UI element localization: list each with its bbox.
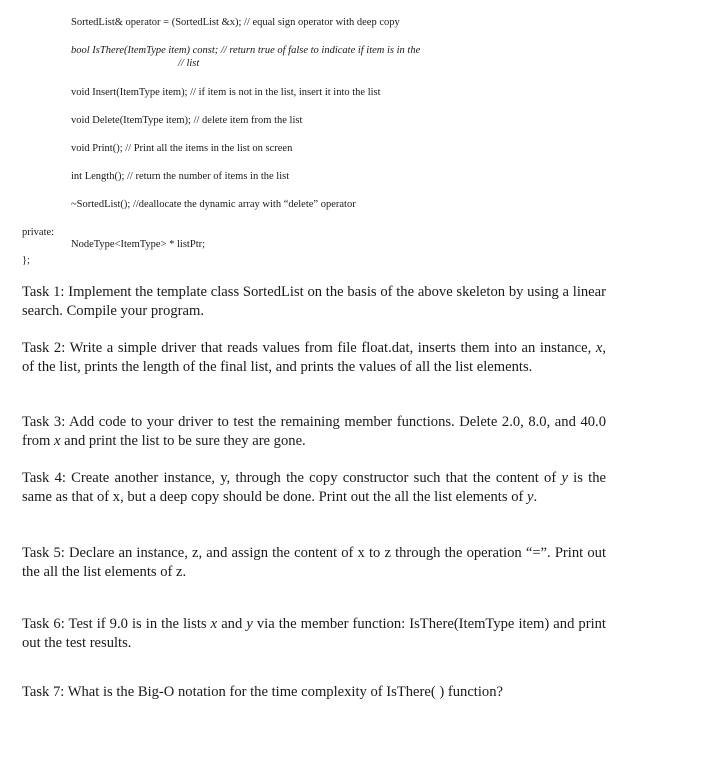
task-7-text: Task 7: What is the Big-O notation for the time complexity of IsThere( ) function? <box>22 684 503 700</box>
code-destructor: ~SortedList(); //deallocate the dynamic array with “delete” operator <box>71 199 356 210</box>
code-delete: void Delete(ItemType item); // delete item from the list <box>71 115 303 126</box>
code-private-label: private: <box>22 227 55 238</box>
task-2-text-a: Task 2: Write a simple driver that reads values from file float.dat, inserts them into an instance, <box>22 340 596 356</box>
task-7 <box>22 683 606 702</box>
task-5-text: Task 5: Declare an instance, z, and assign the content of x to z through the operation “=”. Print out the all the list elements of z. <box>22 545 606 580</box>
code-print: void Print(); // Print all the items in the list on screen <box>71 143 293 154</box>
code-length: int Length(); // return the number of items in the list <box>71 171 290 182</box>
code-operator-equal: SortedList& operator = (SortedList &x); // equal sign operator with deep copy <box>71 17 400 28</box>
task-6-var-y: y <box>246 616 253 632</box>
task-2-var-x: x <box>595 340 603 356</box>
code-isthere-line1: bool IsThere(ItemType item) const; // return true of false to indicate if item is in the <box>71 45 421 56</box>
task-4-text-b: is the same as that of x, but a deep copy should be done. Print out the all the list elements of <box>22 470 606 505</box>
code-insert: void Insert(ItemType item); // if item is not in the list, insert it into the list <box>71 87 381 98</box>
task-3 <box>22 413 606 450</box>
task-2 <box>22 339 606 376</box>
task-5 <box>22 544 606 581</box>
task-6 <box>22 615 606 652</box>
task-6-var-x: x <box>210 616 218 632</box>
task-1-text: Task 1: Implement the template class SortedList on the basis of the above skeleton by using a linear search. Compile your program. <box>22 284 606 319</box>
task-1 <box>22 283 606 320</box>
task-6-text-a: Task 6: Test if 9.0 is in the lists <box>22 616 211 632</box>
task-2-text-b: , of the list, prints the length of the final list, and prints the values of all the list elements. <box>22 340 606 375</box>
code-isthere-line2: // list <box>178 58 200 69</box>
task-4-text-c: . <box>533 488 538 505</box>
task-6-text-b: and <box>217 616 247 632</box>
task-4-var-y2: y <box>527 488 534 505</box>
task-4 <box>22 469 606 506</box>
code-member-listptr: NodeType<ItemType> * listPtr; <box>71 239 206 250</box>
task-3-var-x: x <box>54 432 61 449</box>
task-3-text-b: and print the list to be sure they are gone. <box>60 432 306 449</box>
task-3-text-a: Task 3: Add code to your driver to test the remaining member functions. Delete 2.0, 8.0, and 40.0 from <box>22 414 606 449</box>
code-closing-brace: }; <box>22 255 30 266</box>
task-4-text-a: Task 4: Create another instance, y, through the copy constructor such that the content of <box>22 470 562 486</box>
task-4-var-y: y <box>561 470 568 486</box>
task-6-text-c: via the member function: IsThere(ItemType item) and print out the test results. <box>22 616 606 651</box>
